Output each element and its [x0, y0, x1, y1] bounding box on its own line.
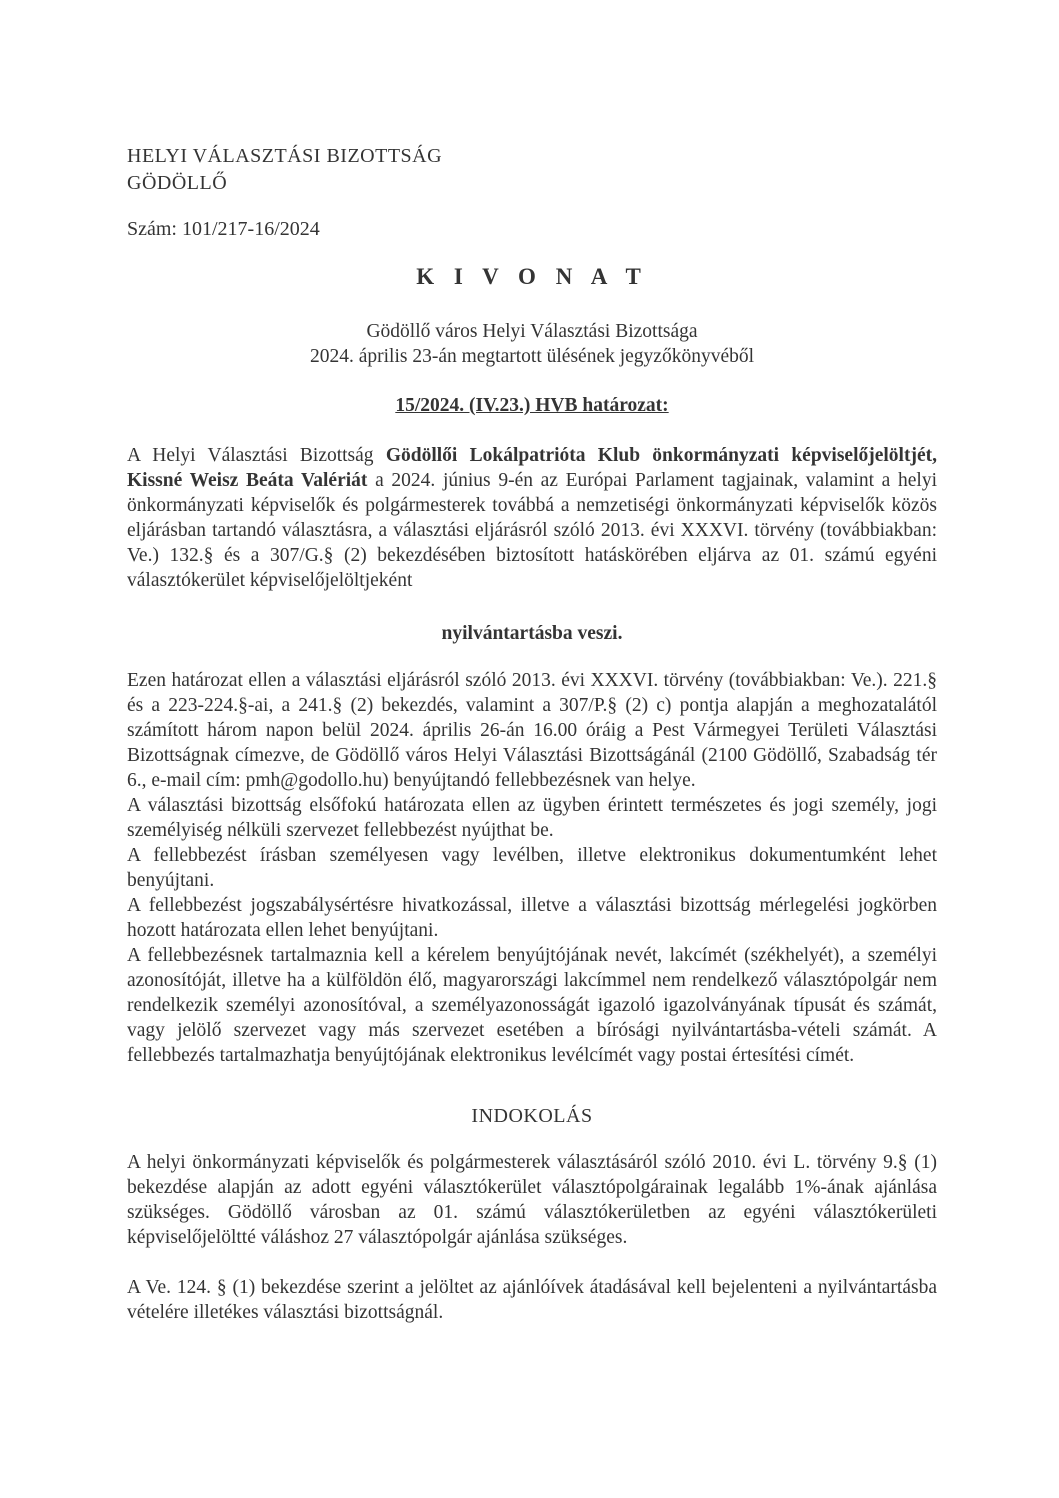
document-subtitle: [127, 319, 937, 369]
decision-body-text: a 2024. június 9-én az Európai Parlament tagjainak, valamint a helyi önkormányzati képviselők és polgármesterek továbbá a nemzetiségi önkormányzati képviselők közös eljárásban tartandó választásra, a választási eljárásról szóló 2013. évi XXXVI. törvény (továbbiakban: Ve.) 132.§ és a 307/G.§ (2) bekezdésében biztosított hatáskörében eljárva az 01. számú egyéni választókerület képviselőjelöltjeként: [127, 470, 938, 591]
decision-intro-text: A Helyi Választási Bizottság: [127, 445, 386, 466]
justification-paragraph: A Ve. 124. § (1) bekezdése szerint a jelöltet az ajánlóívek átadásával kell bejelenteni a nyilvántartásba vételére illetékes választási bizottságnál.: [127, 1277, 937, 1323]
decision-paragraph: [127, 443, 937, 593]
document-number: Szám: 101/217-16/2024: [127, 218, 320, 240]
org-name: HELYI VÁLASZTÁSI BIZOTTSÁG: [127, 145, 443, 167]
appeal-paragraph: Ezen határozat ellen a választási eljárásról szóló 2013. évi XXXVI. törvény (továbbiakban: Ve.). 221.§ és a 223-224.§-ai, a 241.§ (2) bekezdés, valamint a 307/P.§ (2) c) pontja alapján a meghozatalától számított három napon belül 2024. április 26-án 16.00 óráig a Pest Vármegyei Területi Választási Bizottságnak címezve, de Gödöllő város Helyi Választási Bizottságánál (2100 Gödöllő, Szabadság tér 6., e-mail cím: pmh@godollo.hu) benyújtandó fellebbezésnek van helye.: [127, 670, 937, 791]
verdict-statement: nyilvántartásba veszi.: [441, 623, 623, 644]
letterhead: [127, 143, 937, 197]
resolution-heading: 15/2024. (IV.23.) HVB határozat:: [395, 395, 669, 416]
appeal-paragraph: A választási bizottság elsőfokú határozata ellen az ügyben érintett természetes és jogi személy, jogi személyiség nélküli szervezet fellebbezést nyújthat be.: [127, 795, 937, 841]
appeal-paragraph: A fellebbezést jogszabálysértésre hivatkozással, illetve a választási bizottság mérlegelési jogkörben hozott határozata ellen lehet benyújtani.: [127, 895, 937, 941]
appeal-paragraph: A fellebbezést írásban személyesen vagy levélben, illetve elektronikus dokumentumként lehet benyújtani.: [127, 845, 937, 891]
justification-paragraph: A helyi önkormányzati képviselők és polgármesterek választásáról szóló 2010. évi L. törvény 9.§ (1) bekezdése alapján az adott egyéni választókerület választópolgárainak legalább 1%-ának ajánlása szükséges. Gödöllő városban az 01. számú választókerületben az egyéni választókerületi képviselőjelöltté váláshoz 27 választópolgár ajánlása szükséges.: [127, 1152, 937, 1248]
subtitle-line-1: Gödöllő város Helyi Választási Bizottsága: [366, 321, 698, 342]
document-title: K I V O N A T: [416, 264, 648, 289]
appeal-section: [127, 668, 937, 1068]
subtitle-line-2: 2024. április 23-án megtartott ülésének jegyzőkönyvéből: [309, 346, 755, 367]
appeal-paragraph: A fellebbezésnek tartalmaznia kell a kérelem benyújtójának nevét, lakcímét (székhelyét), a személyi azonosítóját, illetve ha a külföldön élő, magyarországi lakcímmel nem rendelkező választópolgár nem rendelkezik személyi azonosítóval, a személyazonosságát igazoló igazolványának típusát és számát, vagy jelölő szervezet vagy más szervezet esetében a bírósági nyilvántartásba-vételi számát. A fellebbezés tartalmazhatja benyújtójának elektronikus levélcímét vagy postai értesítési címét.: [127, 945, 937, 1066]
candidate-name-bold: Gödöllői Lokálpatrióta Klub önkormányzati képviselőjelöltjét, Kissné Weisz Beáta Valériát: [127, 445, 937, 491]
org-city: GÖDÖLLŐ: [127, 172, 228, 194]
justification-heading: INDOKOLÁS: [471, 1105, 593, 1127]
